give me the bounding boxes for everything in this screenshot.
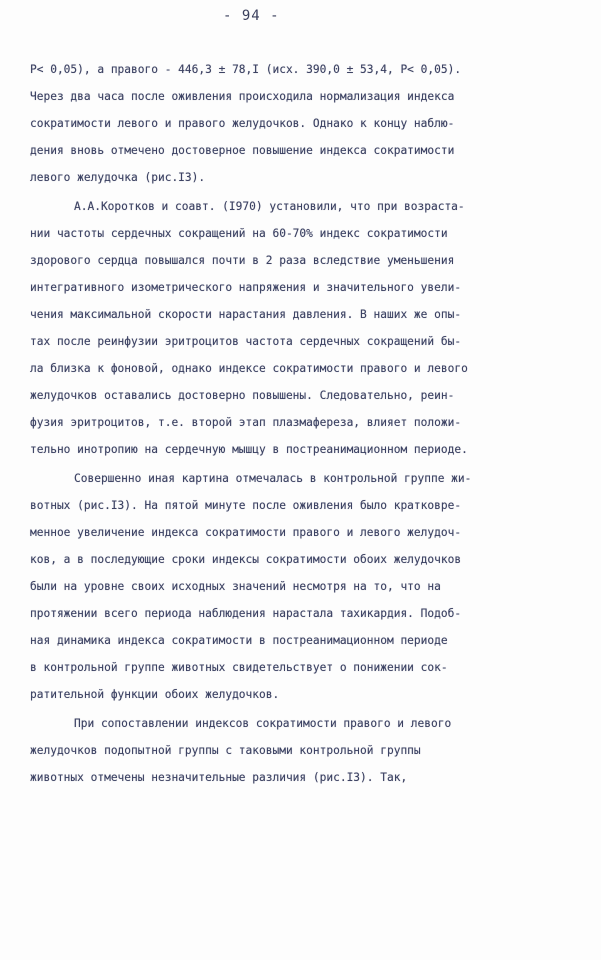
page-number: - 94 - — [223, 8, 280, 24]
text-line: левого желудочка (рис.I3). — [30, 171, 206, 184]
text-line: тельно инотропию на сердечную мышцу в постреанимационном периоде. — [30, 443, 468, 456]
text-line: желудочков подопытной группы с таковыми контрольной группы — [30, 744, 421, 757]
text-line: желудочков оставались достоверно повышены. Следовательно, реин- — [30, 389, 455, 402]
text-line: животных отмечены незначительные различия (рис.I3). Так, — [30, 771, 408, 784]
text-line: интегративного изометрического напряжения и значительного увели- — [30, 281, 462, 294]
text-line: Совершенно иная картина отмечалась в контрольной группе жи- — [74, 472, 472, 485]
text-line: Через два часа после оживления происходила нормализация индекса — [30, 90, 455, 103]
text-line: фузия эритроцитов, т.е. второй этап плазмафереза, влияет положи- — [30, 416, 462, 429]
text-line: нии частоты сердечных сокращений на 60-70% индекс сократимости — [30, 227, 448, 240]
text-line: P< 0,05), а правого - 446,3 ± 78,I (исх. 390,0 ± 53,4, P< 0,05). — [30, 63, 462, 76]
text-line: вотных (рис.I3). На пятой минуте после оживления было кратковре- — [30, 499, 462, 512]
text-line: ла близка к фоновой, однако индексе сократимости правого и левого — [30, 362, 468, 375]
text-line: ков, а в последующие сроки индексы сократимости обоих желудочков — [30, 553, 462, 566]
text-line: в контрольной группе животных свидетельствует о понижении сок- — [30, 661, 448, 674]
text-line: При сопоставлении индексов сократимости правого и левого — [74, 717, 452, 730]
text-line: были на уровне своих исходных значений несмотря на то, что на — [30, 580, 441, 593]
text-line: чения максимальной скорости нарастания давления. В наших же опы- — [30, 308, 462, 321]
text-line: ная динамика индекса сократимости в постреанимационном периоде — [30, 634, 448, 647]
text-line: сократимости левого и правого желудочков. Однако к концу наблю- — [30, 117, 455, 130]
text-line: тах после реинфузии эритроцитов частота сердечных сокращений бы- — [30, 335, 462, 348]
text-line: протяжении всего периода наблюдения нарастала тахикардия. Подоб- — [30, 607, 462, 620]
text-line: А.А.Коротков и соавт. (I970) установили, что при возраста- — [74, 200, 465, 213]
text-line: ратительной функции обоих желудочков. — [30, 688, 280, 701]
text-line: здорового сердца повышался почти в 2 раза вследствие уменьшения — [30, 254, 455, 267]
text-line: менное увеличение индекса сократимости правого и левого желудоч- — [30, 526, 462, 539]
text-line: дения вновь отмечено достоверное повышение индекса сократимости — [30, 144, 455, 157]
